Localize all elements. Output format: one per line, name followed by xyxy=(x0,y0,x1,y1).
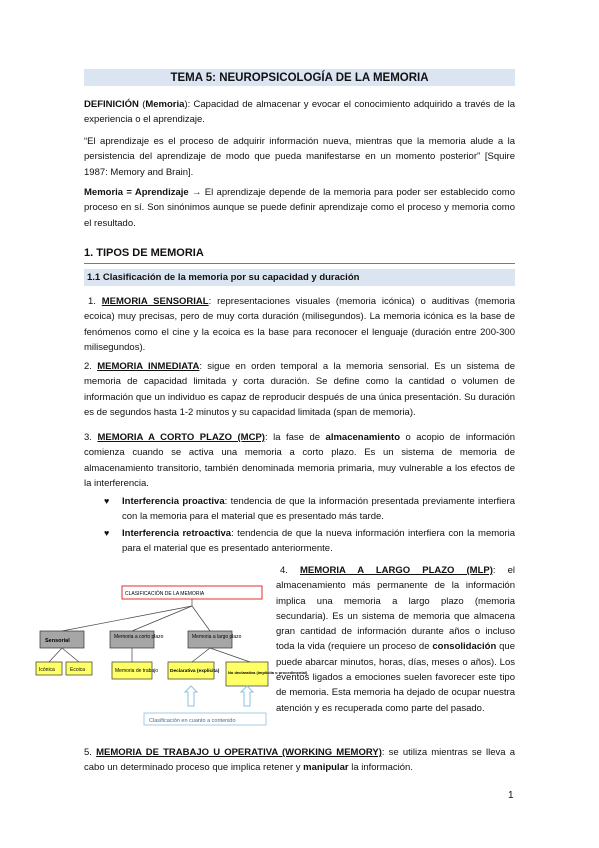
quote-citation: [Squire 1987: Memory and Brain]. xyxy=(84,151,515,178)
item-memoria-trabajo: 5. MEMORIA DE TRABAJO U OPERATIVA (WORKING MEMORY): se utiliza mientras se lleva a cabo un determinado proceso que implica retener y manipular la información. xyxy=(84,747,515,774)
diagram-label-declarativa: Declarativa (explícita) xyxy=(170,669,220,674)
quote-text: “El aprendizaje es el proceso de adquirir información nueva, mientras que la memoria alude a la persistencia del aprendizaje de modo que pueda manifestarse en un momento posterior” xyxy=(84,136,515,163)
memory-classification-diagram xyxy=(32,582,308,730)
bullet-proactiva: Interferencia proactiva: tendencia de que la información presentada previamente interfiera con la memoria para el material que es presentado más tarde. xyxy=(122,496,515,523)
up-arrow-icon xyxy=(185,686,197,706)
item-memoria-sensorial: 1. MEMORIA SENSORIAL: representaciones visuales (memoria icónica) o auditivas (memoria ecoica) muy precisas, pero de muy corta duración (milisegundos). La memoria icónica es la base de fenómenos como el cine y la ecoica es la base para reconocer el lenguaje (duración entre 200-300 milisegundos). xyxy=(84,296,516,353)
equation-lhs: Memoria = Aprendizaje xyxy=(84,187,189,198)
diagram-root-label: CLASIFICACIÓN DE LA MEMORIA xyxy=(125,591,205,597)
term-sensorial: MEMORIA SENSORIAL xyxy=(101,296,209,307)
diagram-label-ecoica: Ecoica xyxy=(70,667,86,673)
diagram-label-no-declarativa: No declarativa (implícita o procedimental) xyxy=(228,670,308,675)
bullet-retroactiva: Interferencia retroactiva: tendencia de que la nueva información interfiera con la memoria para el material que es presentado anteriormente. xyxy=(122,528,515,555)
diagram-label-largo: Memoria a largo plazo xyxy=(192,634,242,640)
term-trabajo: MEMORIA DE TRABAJO U OPERATIVA (WORKING MEMORY) xyxy=(96,747,382,758)
heart-bullet-icon: ♥ xyxy=(104,528,110,538)
item-memoria-corto-plazo: 3. MEMORIA A CORTO PLAZO (MCP): la fase de almacenamiento o acopio de información comienza cuando se activa una memoria a corto plazo. Es un sistema de memoria de almacenamiento transitorio, también denominada memoria primaria, muy vulnerable a los efectos de la interferencia. xyxy=(84,432,515,489)
quote-paragraph xyxy=(84,134,515,180)
equation-text: El aprendizaje depende de la memoria para poder ser establecido como proceso en sí. Son sinónimos aunque se puede definir aprendizaje como el proceso y memoria como el resultado. xyxy=(84,187,515,229)
subsection-heading-1-1: 1.1 Clasificación de la memoria por su capacidad y duración xyxy=(87,272,360,283)
heart-bullet-icon: ♥ xyxy=(104,496,110,506)
diagram-caption: Clasificación en cuanto a contenido xyxy=(149,718,236,724)
term-corto-plazo: MEMORIA A CORTO PLAZO (MCP) xyxy=(97,432,265,443)
diagram-label-iconica: Icónica xyxy=(39,667,55,673)
term-inmediata: MEMORIA INMEDIATA xyxy=(97,361,200,372)
term-largo-plazo: MEMORIA A LARGO PLAZO (MLP) xyxy=(300,565,493,576)
diagram-label-sensorial: Sensorial xyxy=(45,638,70,644)
diagram-label-corto: Memoria a corto plazo xyxy=(114,634,164,640)
item-memoria-inmediata: 2. MEMORIA INMEDIATA: sigue en orden temporal a la memoria sensorial. Es un sistema de memoria de capacidad limitada y corta duración. Se define como la cantidad o volumen de información que un individuo es capaz de reproducir después de una única presentación. Su duración es de segundos hasta 1-2 minutos y su capacidad limitada (span de memoria). xyxy=(84,361,516,418)
diagram-label-trabajo: Memoria de trabajo xyxy=(115,668,159,674)
definition-word: Memoria xyxy=(145,99,185,110)
section-rule xyxy=(84,263,515,264)
item-memoria-largo-plazo: 4. MEMORIA A LARGO PLAZO (MLP): el almacenamiento más permanente de la información implica una memoria a largo plazo (memoria secundaria). Es un sistema de memoria que almacena gran cantidad de información durante años o incluso toda la vida (requiere un proceso de consolidación que puede abarcar minutos, horas, días, meses o años). Los eventos ligados a emociones suelen favorecer este tipo de memoria. Esta memoria ha dejado de ocupar nuestra atención y es recuperada como parte del pasado. xyxy=(276,565,515,714)
definition-paragraph: DEFINICIÓN (Memoria): Capacidad de almacenar y evocar el conocimiento adquirido a través de la experiencia o el aprendizaje. xyxy=(84,99,515,126)
page-title: TEMA 5: NEUROPSICOLOGÍA DE LA MEMORIA xyxy=(170,72,429,84)
section-heading-1: 1. TIPOS DE MEMORIA xyxy=(84,247,204,259)
page-number: 1 xyxy=(508,790,514,801)
up-arrow-icon xyxy=(241,686,253,706)
arrow-glyph: → xyxy=(188,187,205,198)
definition-term: DEFINICIÓN xyxy=(84,99,139,110)
definition-text: ): Capacidad de almacenar y evocar el conocimiento adquirido a través de la experiencia o el aprendizaje. xyxy=(84,99,515,126)
equation-paragraph xyxy=(84,185,515,231)
